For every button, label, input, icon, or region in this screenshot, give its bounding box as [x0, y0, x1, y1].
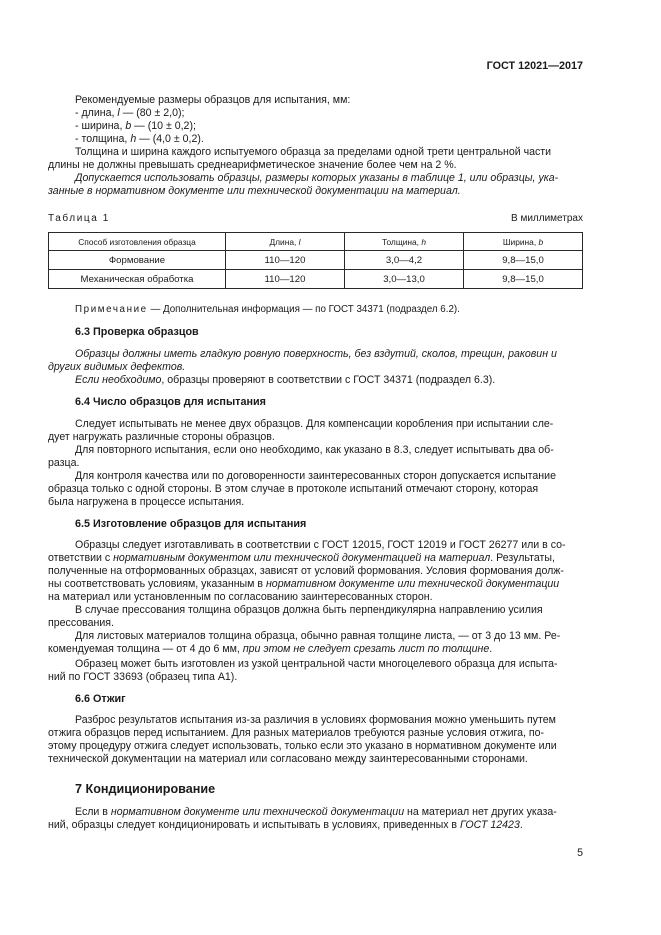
- s64-line-2: дует нагружать различные стороны образцов.: [48, 431, 275, 443]
- s63-line-2: других видимых дефектов.: [48, 361, 186, 373]
- table-caption: Таблица 1: [48, 213, 110, 224]
- dimensions-table: [48, 232, 583, 289]
- header-thickness: Толщина, h: [345, 233, 464, 251]
- s7-line-2: ний, образцы следует кондиционировать и испытывать в условиях, приведенных в ГОСТ 12423.: [48, 819, 523, 831]
- page-number: 5: [577, 847, 583, 859]
- s64-line-5: Для контроля качества или по договоренности заинтересованных сторон допускается испытание: [75, 470, 556, 482]
- s63-line-3: Если необходимо, образцы проверяют в соответствии с ГОСТ 34371 (подраздел 6.3).: [75, 374, 496, 386]
- s66-line-1: Разброс результатов испытания из-за различия в условиях формования можно уменьшить путем: [75, 714, 556, 726]
- s65-line-6: В случае прессования толщина образцов должна быть перпендикулярна направлению усилия: [75, 604, 543, 616]
- sizes-intro: Рекомендуемые размеры образцов для испытания, мм:: [75, 94, 351, 106]
- header-width: Ширина, b: [464, 233, 583, 251]
- table-cell: 3,0—13,0: [345, 270, 464, 289]
- s65-line-3: полученные на отформованных образцах, зависят от условий формования. Условия формования долж-: [48, 565, 564, 577]
- table-row: [49, 251, 583, 270]
- s66-line-4: технической документации на материал или согласовано между заинтересованными сторонами.: [48, 753, 528, 765]
- table-units: В миллиметрах: [511, 213, 583, 224]
- s64-line-6: образца только с одной стороны. В этом случае в протоколе испытаний отмечают сторону, которая: [48, 483, 539, 495]
- size-width: - ширина, b — (10 ± 0,2);: [75, 120, 196, 132]
- section-6-3-title: 6.3 Проверка образцов: [75, 326, 199, 338]
- s66-line-3: этому процедуру отжига следует использовать, только если это указано в нормативном документе или: [48, 740, 557, 752]
- sizes-paragraph-line-2: длины не должны превышать среднеарифметическое значение более чем на 2 %.: [48, 159, 457, 171]
- s65-line-1: Образцы следует изготавливать в соответствии с ГОСТ 12015, ГОСТ 12019 и ГОСТ 26277 или в со-: [75, 539, 566, 551]
- table-cell: 9,8—15,0: [464, 251, 583, 270]
- table-cell: Механическая обработка: [49, 270, 226, 289]
- section-6-5-title: 6.5 Изготовление образцов для испытания: [75, 518, 307, 530]
- s65-line-2: ответствии с нормативным документом или технической документацией на материал. Результаты,: [48, 552, 555, 564]
- s63-line-1: Образцы должны иметь гладкую ровную поверхность, без вздутий, сколов, трещин, раковин и: [75, 348, 557, 360]
- table-row: [49, 270, 583, 289]
- size-length: - длина, l — (80 ± 2,0);: [75, 107, 185, 119]
- doc-code: ГОСТ 12021—2017: [486, 60, 583, 72]
- section-6-6-title: 6.6 Отжиг: [75, 693, 126, 705]
- sizes-paragraph-line-1: Толщина и ширина каждого испытуемого образца за пределами одной трети центральной части: [75, 146, 552, 158]
- table-cell: 9,8—15,0: [464, 270, 583, 289]
- s66-line-2: отжига образцов перед испытанием. Для разных материалов требуются разные условия отжига, по-: [48, 727, 545, 739]
- sizes-italic-line-2: занные в нормативном документе или технической документации на материал.: [48, 185, 461, 197]
- table-note: Примечание — Дополнительная информация — по ГОСТ 34371 (подраздел 6.2).: [75, 304, 460, 315]
- table-cell: 110—120: [226, 270, 345, 289]
- table-cell: 110—120: [226, 251, 345, 270]
- s65-line-5: на материал или установленным по согласованию заинтересованных сторон.: [48, 591, 433, 603]
- header-length: Длина, l: [226, 233, 345, 251]
- s65-line-4: ны соответствовать условиям, указанным в нормативном документе или технической документации: [48, 578, 560, 590]
- s64-line-3: Для повторного испытания, если оно необходимо, как указано в 8.3, следует испытывать два об-: [75, 444, 554, 456]
- table-cell: 3,0—4,2: [345, 251, 464, 270]
- section-6-4-title: 6.4 Число образцов для испытания: [75, 396, 266, 408]
- size-thickness: - толщина, h — (4,0 ± 0,2).: [75, 133, 204, 145]
- s65-line-8: Для листовых материалов толщина образца, обычно равная толщине листа, — от 3 до 13 мм. Ре-: [75, 630, 561, 642]
- s65-line-11: ний по ГОСТ 33693 (образец типа А1).: [48, 671, 238, 683]
- table-cell: Формование: [49, 251, 226, 270]
- section-7-title: 7 Кондиционирование: [75, 782, 216, 796]
- s65-line-7: прессования.: [48, 617, 114, 629]
- s65-line-9: комендуемая толщина — от 4 до 6 мм, при этом не следует срезать лист по толщине.: [48, 643, 493, 655]
- table-header-row: [49, 233, 583, 251]
- header-method: Способ изготовления образца: [49, 233, 226, 251]
- s64-line-7: была нагружена в процессе испытания.: [48, 496, 245, 508]
- s65-line-10: Образец может быть изготовлен из узкой центральной части многоцелевого образца для испыта-: [75, 658, 558, 670]
- sizes-italic-line-1: Допускается использовать образцы, размеры которых указаны в таблице 1, или образцы, ука-: [75, 172, 559, 184]
- s7-line-1: Если в нормативном документе или технической документации на материал нет других указа-: [75, 806, 557, 818]
- s64-line-4: разца.: [48, 457, 80, 469]
- s64-line-1: Следует испытывать не менее двух образцов. Для компенсации коробления при испытании сле-: [75, 418, 554, 430]
